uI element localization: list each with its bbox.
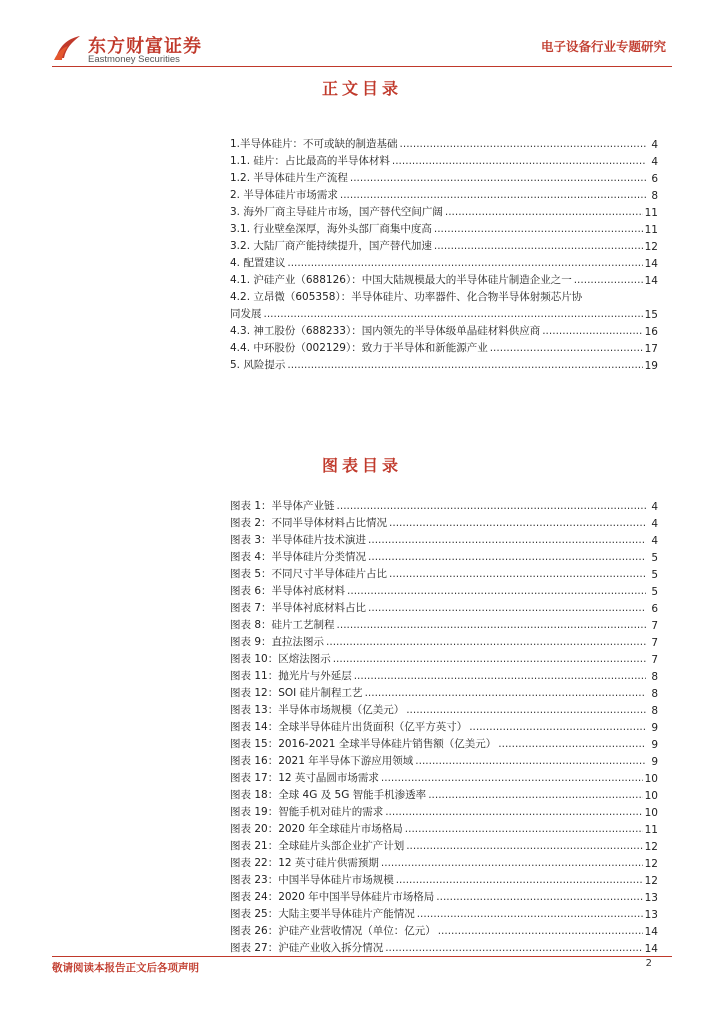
toc-entry-label: 4. 配置建议 xyxy=(230,257,286,269)
toc-entry-label: 1.1. 硅片：占比最高的半导体材料 xyxy=(230,155,390,167)
figure-entry-label: 图表 5：不同尺寸半导体硅片占比 xyxy=(230,568,388,580)
figure-entry[interactable] xyxy=(230,771,658,785)
figure-entry-label: 图表 10：区熔法图示 xyxy=(230,653,331,665)
figure-entry[interactable] xyxy=(230,703,658,717)
figure-entry-page: 4 xyxy=(651,518,658,530)
toc-entry-page: 15 xyxy=(644,309,658,321)
figure-entry-page: 13 xyxy=(644,909,658,921)
figure-entry[interactable] xyxy=(230,873,658,887)
toc-entry[interactable] xyxy=(230,341,658,355)
toc-entry[interactable] xyxy=(230,324,658,338)
figure-entry[interactable] xyxy=(230,737,658,751)
figure-entry[interactable] xyxy=(230,788,658,802)
figure-entry-label: 图表 25：大陆主要半导体硅片产能情况 xyxy=(230,908,415,920)
figure-entry[interactable] xyxy=(230,839,658,853)
figure-entry-label: 图表 12：SOI 硅片制程工艺 xyxy=(230,687,363,699)
figure-entry-label: 图表 2：不同半导体材料占比情况 xyxy=(230,517,388,529)
figure-entry[interactable] xyxy=(230,652,658,666)
leader-dots xyxy=(405,822,643,836)
figure-entry-page: 12 xyxy=(644,841,658,853)
toc-entry-label: 1.半导体硅片：不可或缺的制造基础 xyxy=(230,138,398,150)
figure-entry-page: 10 xyxy=(644,807,658,819)
toc-entry[interactable] xyxy=(230,137,658,151)
figure-entry-page: 14 xyxy=(644,943,658,955)
figure-entry[interactable] xyxy=(230,550,658,564)
toc-entry[interactable] xyxy=(230,171,658,185)
leader-dots xyxy=(574,273,643,287)
figure-entry-label: 图表 20：2020 年全球硅片市场格局 xyxy=(230,823,403,835)
report-type: 电子设备行业专题研究 xyxy=(540,39,666,54)
leader-dots xyxy=(415,754,646,768)
page-number: 2 xyxy=(645,958,652,969)
toc-entry-line1[interactable] xyxy=(230,290,658,304)
leader-dots xyxy=(368,550,646,564)
figure-entry-page: 7 xyxy=(651,637,658,649)
figure-entry-label: 图表 21：全球硅片头部企业扩产计划 xyxy=(230,840,405,852)
toc-entry[interactable] xyxy=(230,256,658,270)
toc-entry-label: 5. 风险提示 xyxy=(230,359,286,371)
figure-entry-label: 图表 9：直拉法图示 xyxy=(230,636,325,648)
toc-entry[interactable] xyxy=(230,358,658,372)
header-divider xyxy=(52,66,672,67)
toc-entry-label: 4.2. 立昂微（605358）：半导体硅片、功率器件、化合物半导体射频芯片协 xyxy=(230,291,583,303)
toc-entry-label: 3.2. 大陆厂商产能持续提升，国产替代加速 xyxy=(230,240,432,252)
toc-entry-page: 11 xyxy=(644,207,658,219)
figure-entry-page: 12 xyxy=(644,875,658,887)
toc-entry-page: 14 xyxy=(644,258,658,270)
leader-dots xyxy=(354,669,646,683)
leader-dots xyxy=(396,873,643,887)
figure-entry-page: 7 xyxy=(651,654,658,666)
figure-entry-page: 8 xyxy=(651,688,658,700)
figure-entry[interactable] xyxy=(230,533,658,547)
figure-entry-page: 11 xyxy=(644,824,658,836)
leader-dots xyxy=(498,737,646,751)
figure-entry[interactable] xyxy=(230,907,658,921)
figure-entry-page: 5 xyxy=(651,552,658,564)
figure-entry[interactable] xyxy=(230,618,658,632)
toc-entry-page: 12 xyxy=(644,241,658,253)
leader-dots xyxy=(389,567,646,581)
toc-entry[interactable] xyxy=(230,273,658,287)
figure-entry[interactable] xyxy=(230,822,658,836)
figure-entry-label: 图表 3：半导体硅片技术演进 xyxy=(230,534,367,546)
figure-entry-page: 5 xyxy=(651,569,658,581)
toc-entry[interactable] xyxy=(230,154,658,168)
toc-entry-page: 6 xyxy=(651,173,658,185)
figure-entry-label: 图表 27：沪硅产业收入拆分情况 xyxy=(230,942,384,954)
figure-entry[interactable] xyxy=(230,856,658,870)
leader-dots xyxy=(406,703,646,717)
leader-dots xyxy=(469,720,646,734)
figure-entry[interactable] xyxy=(230,805,658,819)
toc-entry-page: 19 xyxy=(644,360,658,372)
toc-title: 正文目录 xyxy=(321,79,402,98)
leader-dots xyxy=(337,618,646,632)
figure-entry[interactable] xyxy=(230,635,658,649)
leader-dots xyxy=(381,771,643,785)
leader-dots xyxy=(333,652,646,666)
leader-dots xyxy=(287,256,642,270)
toc-entry[interactable] xyxy=(230,222,658,236)
figure-entry-page: 14 xyxy=(644,926,658,938)
figure-entry-page: 9 xyxy=(651,756,658,768)
figure-entry-label: 图表 17：12 英寸晶圆市场需求 xyxy=(230,772,379,784)
figure-entry-page: 7 xyxy=(651,620,658,632)
figure-entry-page: 12 xyxy=(644,858,658,870)
leader-dots xyxy=(368,533,646,547)
figure-entry-label: 图表 26：沪硅产业营收情况（单位：亿元） xyxy=(230,925,436,937)
toc-entry-label: 4.4. 中环股份（002129）：致力于半导体和新能源产业 xyxy=(230,342,488,354)
leader-dots xyxy=(347,584,646,598)
leader-dots xyxy=(490,341,643,355)
figure-entry-page: 9 xyxy=(651,739,658,751)
figure-entry-page: 9 xyxy=(651,722,658,734)
figure-entry-label: 图表 11：抛光片与外延层 xyxy=(230,670,352,682)
figure-entry-page: 4 xyxy=(651,501,658,513)
figure-entry-label: 图表 4：半导体硅片分类情况 xyxy=(230,551,367,563)
figure-entry[interactable] xyxy=(230,567,658,581)
figure-entry[interactable] xyxy=(230,924,658,938)
toc-entry-page: 16 xyxy=(644,326,658,338)
company-logo xyxy=(52,30,212,70)
leader-dots xyxy=(337,499,646,513)
figure-entry-label: 图表 15：2016-2021 全球半导体硅片销售额（亿美元） xyxy=(230,738,497,750)
toc-entry-page: 17 xyxy=(644,343,658,355)
figure-entry[interactable] xyxy=(230,890,658,904)
leader-dots xyxy=(389,516,646,530)
figure-entry-label: 图表 8：硅片工艺制程 xyxy=(230,619,335,631)
figure-entry-page: 6 xyxy=(651,603,658,615)
eastmoney-logo-icon xyxy=(52,34,82,62)
toc-entry-label: 3. 海外厂商主导硅片市场，国产替代空间广阔 xyxy=(230,206,443,218)
leader-dots xyxy=(264,307,643,321)
toc-entry-label: 1.2. 半导体硅片生产流程 xyxy=(230,172,348,184)
toc-entry-label: 3.1. 行业壁垒深厚，海外头部厂商集中度高 xyxy=(230,223,432,235)
figure-entry-page: 5 xyxy=(651,586,658,598)
toc-entry-page: 11 xyxy=(644,224,658,236)
figure-entry-label: 图表 22：12 英寸硅片供需预期 xyxy=(230,857,379,869)
figure-entry-page: 13 xyxy=(644,892,658,904)
leader-dots xyxy=(436,890,642,904)
figure-entry[interactable] xyxy=(230,584,658,598)
figure-entry[interactable] xyxy=(230,941,658,955)
leader-dots xyxy=(392,154,646,168)
toc-entry-page: 4 xyxy=(651,139,658,151)
figure-entry[interactable] xyxy=(230,754,658,768)
figure-entry-page: 8 xyxy=(651,705,658,717)
leader-dots xyxy=(385,941,642,955)
leader-dots xyxy=(434,222,643,236)
leader-dots xyxy=(381,856,643,870)
toc-entry[interactable] xyxy=(230,239,658,253)
leader-dots xyxy=(542,324,642,338)
figure-entry-label: 图表 23：中国半导体硅片市场规模 xyxy=(230,874,394,886)
leader-dots xyxy=(400,137,646,151)
figure-entry-label: 图表 16：2021 年半导体下游应用领域 xyxy=(230,755,414,767)
leader-dots xyxy=(417,907,643,921)
logo-chinese-name: 东方财富证券 xyxy=(88,36,202,57)
footer-disclaimer: 敬请阅读本报告正文后各项声明 xyxy=(52,962,199,974)
toc-entry-label-cont: 同发展 xyxy=(230,308,262,320)
leader-dots xyxy=(287,358,642,372)
logo-english-name: Eastmoney Securities xyxy=(88,54,180,65)
figure-entry[interactable] xyxy=(230,669,658,683)
figure-entry-label: 图表 18：全球 4G 及 5G 智能手机渗透率 xyxy=(230,789,427,801)
figure-entry[interactable] xyxy=(230,601,658,615)
leader-dots xyxy=(365,686,646,700)
figure-entry-label: 图表 19：智能手机对硅片的需求 xyxy=(230,806,384,818)
leader-dots xyxy=(350,171,646,185)
toc-entry-page: 14 xyxy=(644,275,658,287)
leader-dots xyxy=(326,635,646,649)
leader-dots xyxy=(428,788,642,802)
leader-dots xyxy=(406,839,642,853)
leader-dots xyxy=(445,205,643,219)
toc-entry-page: 8 xyxy=(651,190,658,202)
figure-entry-label: 图表 6：半导体衬底材料 xyxy=(230,585,346,597)
figure-entry-label: 图表 14：全球半导体硅片出货面积（亿平方英寸） xyxy=(230,721,468,733)
toc-entry-label: 4.1. 沪硅产业（688126）：中国大陆规模最大的半导体硅片制造企业之一 xyxy=(230,274,572,286)
toc-entry-label: 2. 半导体硅片市场需求 xyxy=(230,189,338,201)
figure-entry-label: 图表 13：半导体市场规模（亿美元） xyxy=(230,704,405,716)
toc-entry[interactable] xyxy=(230,205,658,219)
toc-entry-label: 4.3. 神工股份（688233）：国内领先的半导体级单晶硅材料供应商 xyxy=(230,325,541,337)
leader-dots xyxy=(438,924,643,938)
toc-entry-line2[interactable] xyxy=(230,307,658,321)
figure-entry[interactable] xyxy=(230,516,658,530)
leader-dots xyxy=(434,239,643,253)
figure-list-title: 图表目录 xyxy=(321,456,402,475)
leader-dots xyxy=(385,805,642,819)
figure-entry-label: 图表 7：半导体衬底材料占比 xyxy=(230,602,367,614)
figure-entry-page: 10 xyxy=(644,773,658,785)
figure-entry-page: 4 xyxy=(651,535,658,547)
figure-entry[interactable] xyxy=(230,686,658,700)
figure-entry[interactable] xyxy=(230,499,658,513)
figure-entry[interactable] xyxy=(230,720,658,734)
figure-entry-page: 8 xyxy=(651,671,658,683)
figure-entry-label: 图表 1：半导体产业链 xyxy=(230,500,335,512)
footer-divider xyxy=(52,956,672,957)
leader-dots xyxy=(368,601,646,615)
figure-entry-label: 图表 24：2020 年中国半导体硅片市场格局 xyxy=(230,891,435,903)
leader-dots xyxy=(340,188,646,202)
figure-entry-page: 10 xyxy=(644,790,658,802)
toc-entry[interactable] xyxy=(230,188,658,202)
page-header xyxy=(0,0,724,70)
toc-entry-page: 4 xyxy=(651,156,658,168)
